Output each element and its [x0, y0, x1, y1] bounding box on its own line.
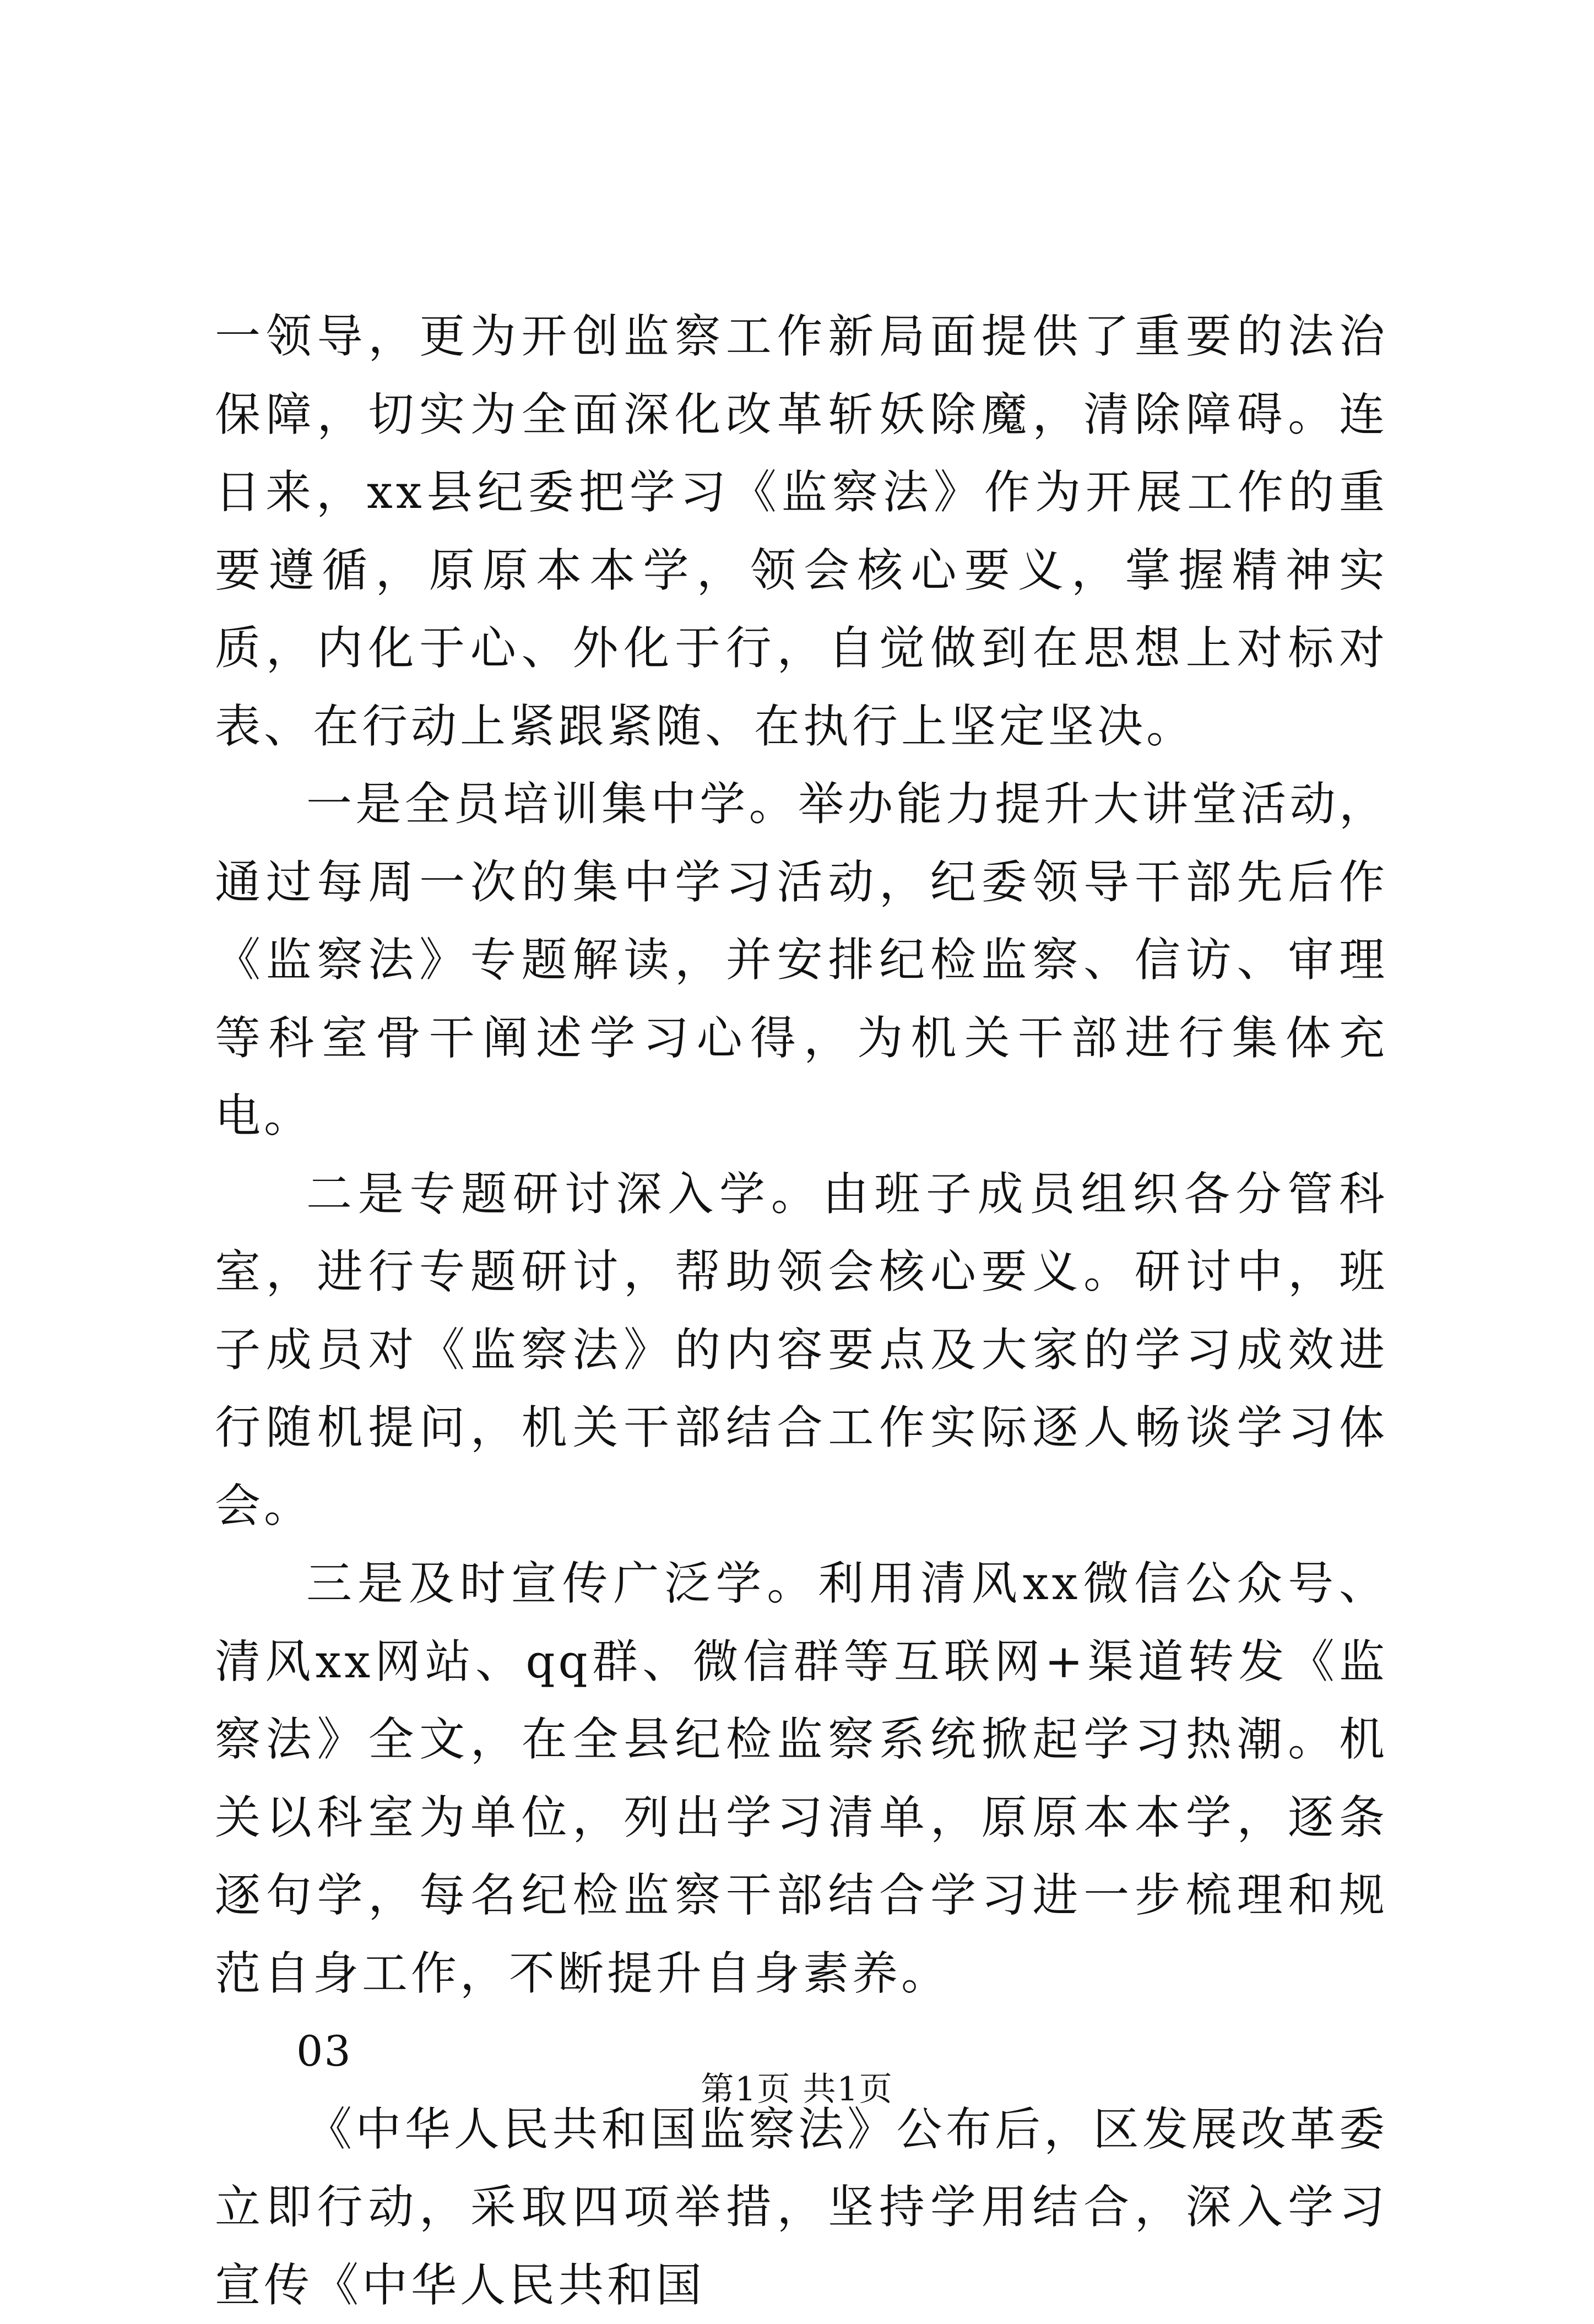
paragraph-point-two: 二是专题研讨深入学。由班子成员组织各分管科室，进行专题研讨，帮助领会核心要义。研讨中，班子成员对《监察法》的内容要点及大家的学习成效进行随机提问，机关干部结合工作实际逐人畅谈学习体会。 — [215, 1155, 1388, 1545]
paragraph-point-three: 三是及时宣传广泛学。利用清风xx微信公众号、清风xx网站、qq群、微信群等互联网+渠道转发《监察法》全文，在全县纪检监察系统掀起学习热潮。机关以科室为单位，列出学习清单，原原本本学，逐条逐句学，每名纪检监察干部结合学习进一步梳理和规范自身工作，不断提升自身素养。 — [215, 1545, 1388, 2012]
document-body — [215, 297, 1388, 2324]
section-number: 03 — [215, 2012, 1388, 2090]
paragraph-point-one: 一是全员培训集中学。举办能力提升大讲堂活动，通过每周一次的集中学习活动，纪委领导干部先后作《监察法》专题解读，并安排纪检监察、信访、审理等科室骨干阐述学习心得，为机关干部进行集体充电。 — [215, 765, 1388, 1155]
paragraph-section-three-intro: 《中华人民共和国监察法》公布后，区发展改革委立即行动，采取四项举措，坚持学用结合，深入学习宣传《中华人民共和国 — [215, 2090, 1388, 2324]
page-footer: 第1页 共1页 — [0, 2063, 1594, 2110]
paragraph-continuation: 一领导，更为开创监察工作新局面提供了重要的法治保障，切实为全面深化改革斩妖除魔，清除障碍。连日来，xx县纪委把学习《监察法》作为开展工作的重要遵循，原原本本学，领会核心要义，掌握精神实质，内化于心、外化于行，自觉做到在思想上对标对表、在行动上紧跟紧随、在执行上坚定坚决。 — [215, 297, 1388, 765]
